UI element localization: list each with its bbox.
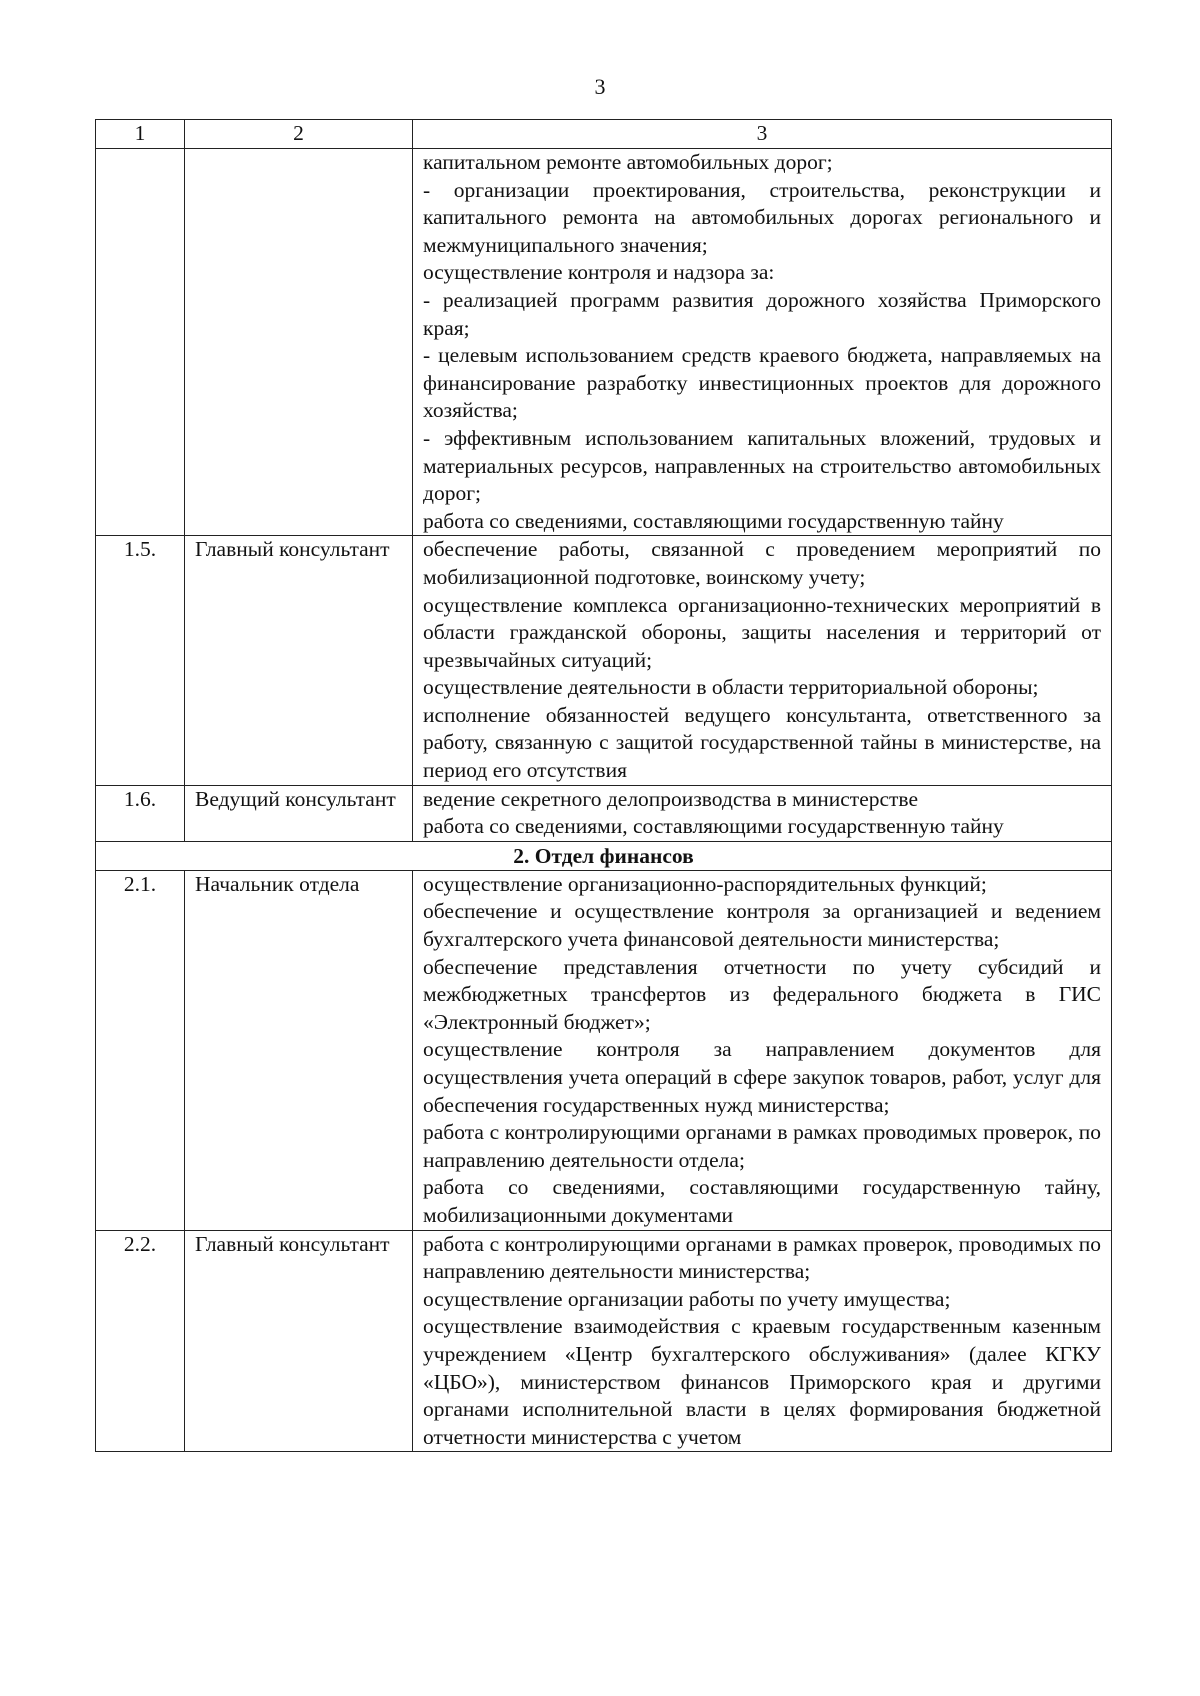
duty-line: обеспечение и осуществление контроля за организацией и ведением бухгалтерского учета финансовой деятельности министерства; <box>423 899 1101 952</box>
table-header-row <box>96 120 1112 149</box>
column-header-1: 1 <box>96 120 185 149</box>
table-row-continuation <box>96 149 1112 536</box>
duty-line: ведение секретного делопроизводства в министерстве <box>423 786 918 811</box>
duties-cell <box>413 785 1112 841</box>
table-row-2-2 <box>96 1230 1112 1452</box>
column-header-2: 2 <box>185 120 413 149</box>
row-number: 2.1. <box>96 870 185 1230</box>
duty-line: осуществление контроля и надзора за: <box>423 260 775 285</box>
column-header-3: 3 <box>413 120 1112 149</box>
duty-line: осуществление контроля за направлением документов для осуществления учета операций в сфере закупок товаров, работ, услуг для обеспечения государственных нужд министерства; <box>423 1037 1101 1117</box>
duty-line: исполнение обязанностей ведущего консультанта, ответственного за работу, связанную с защитой государственной тайны в министерстве, на период его отсутствия <box>423 702 1101 783</box>
duty-line: осуществление деятельности в области территориальной обороны; <box>423 675 1039 700</box>
duties-cell <box>413 1230 1112 1452</box>
duty-line: осуществление взаимодействия с краевым государственным казенным учреждением «Центр бухгалтерского обслуживания» (далее КГКУ «ЦБО»), министерством финансов Приморского края и другими органами исполнительной власти в целях формирования бюджетной отчетности министерства с учетом <box>423 1314 1101 1449</box>
duty-line: работа с контролирующими органами в рамках проверок, проводимых по направлению деятельности министерства; <box>423 1231 1101 1284</box>
section-heading-row <box>96 841 1112 870</box>
position-title: Начальник отдела <box>185 870 413 1230</box>
duty-line: капитальном ремонте автомобильных дорог; <box>423 150 833 174</box>
duties-cell <box>413 149 1112 536</box>
row-number-cell <box>96 149 185 536</box>
duties-cell <box>413 536 1112 785</box>
duty-line: - реализацией программ развития дорожного хозяйства Приморского края; <box>423 287 1101 340</box>
row-number: 1.6. <box>96 785 185 841</box>
duty-line: работа со сведениями, составляющими государственную тайну, мобилизационными документами <box>423 1175 1101 1227</box>
duty-line: осуществление комплекса организационно-технических мероприятий в области гражданской обороны, защиты населения и территорий от чрезвычайных ситуаций; <box>423 592 1101 672</box>
duty-line: обеспечение представления отчетности по учету субсидий и межбюджетных трансфертов из федерального бюджета в ГИС «Электронный бюджет»; <box>423 954 1101 1034</box>
duty-line: - эффективным использованием капитальных вложений, трудовых и материальных ресурсов, направленных на строительство автомобильных дорог; <box>423 425 1101 506</box>
duty-line: работа с контролирующими органами в рамках проводимых проверок, по направлению деятельности отдела; <box>423 1120 1101 1172</box>
position-cell <box>185 149 413 536</box>
duties-table <box>95 119 1112 1452</box>
duty-line: работа со сведениями, составляющими государственную тайну <box>423 508 1004 533</box>
page-number: 3 <box>594 74 606 99</box>
row-number: 1.5. <box>96 536 185 785</box>
duty-line: - организации проектирования, строительства, реконструкции и капитального ремонта на автомобильных дорогах регионального и межмуниципального значения; <box>423 177 1101 257</box>
duty-line: работа со сведениями, составляющими государственную тайну <box>423 814 1004 839</box>
position-title: Главный консультант <box>185 536 413 785</box>
position-title: Ведущий консультант <box>185 785 413 841</box>
table-row-1-6 <box>96 785 1112 841</box>
table-row-1-5 <box>96 536 1112 785</box>
duty-line: осуществление организационно-распорядительных функций; <box>423 871 987 896</box>
position-title: Главный консультант <box>185 1230 413 1452</box>
row-number: 2.2. <box>96 1230 185 1452</box>
duty-line: осуществление организации работы по учету имущества; <box>423 1286 951 1311</box>
duty-line: обеспечение работы, связанной с проведением мероприятий по мобилизационной подготовке, воинскому учету; <box>423 537 1101 589</box>
section-title: 2. Отдел финансов <box>96 841 1112 870</box>
duties-cell <box>413 870 1112 1230</box>
duty-line: - целевым использованием средств краевого бюджета, направляемых на финансирование разработку инвестиционных проектов для дорожного хозяйства; <box>423 343 1101 423</box>
table-row-2-1 <box>96 870 1112 1230</box>
